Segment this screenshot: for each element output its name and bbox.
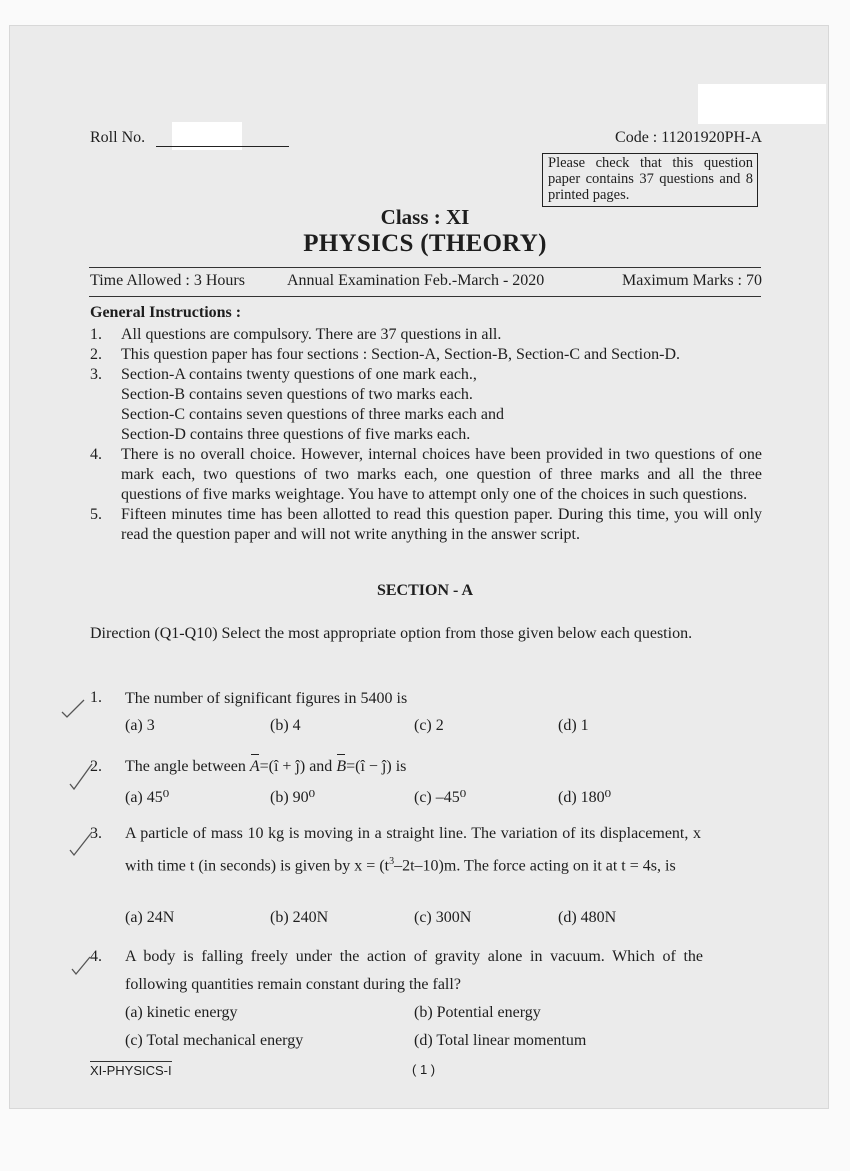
instruction-number: 4. [90,446,102,463]
question-3-text-end: –2t–10)m. The force acting on it at t = 4s, is [394,857,676,875]
subject-title: PHYSICS (THEORY) [303,230,547,257]
question-2-number: 2. [90,758,102,775]
exam-name: Annual Examination Feb.-March - 2020 [287,272,545,289]
instruction-item [90,445,762,505]
instruction-item [90,345,762,365]
question-2-text [125,753,703,781]
question-1-option-b: (b) 4 [270,717,301,734]
header-rule-top [89,267,761,268]
question-4-number: 4. [90,948,102,965]
question-2-option-a: (a) 45⁰ [125,789,170,806]
vector-b-expression: =(î − ĵ) [346,758,392,775]
roll-number-line [156,146,289,147]
vector-a-symbol: A [250,753,260,781]
instruction-number: 1. [90,326,102,343]
header-rule-bottom [89,296,761,297]
time-allowed: Time Allowed : 3 Hours [90,272,245,289]
roll-number-label: Roll No. [90,129,146,146]
section-direction: Direction (Q1-Q10) Select the most appropriate option from those given below each question. [90,625,693,642]
question-3-exponent: 3 [389,856,395,867]
question-2-text-start: The angle between [125,758,246,775]
question-1-option-c: (c) 2 [414,717,444,734]
question-4-option-c: (c) Total mechanical energy [125,1032,304,1049]
question-4-option-a: (a) kinetic energy [125,1004,238,1021]
question-3-option-a: (a) 24N [125,909,175,926]
question-1-text: The number of significant figures in 5400 is [125,690,408,707]
tick-mark-icon [68,830,94,858]
instruction-text: Section-D contains three questions of five marks each. [121,426,471,443]
vector-b-symbol: B [336,753,346,781]
question-1-option-d: (d) 1 [558,717,589,734]
question-3-number: 3. [90,825,102,842]
question-1-option-a: (a) 3 [125,717,155,734]
tick-mark-icon [70,955,92,977]
page-check-note: Please check that this question paper contains 37 questions and 8 printed pages. [542,153,758,207]
instruction-number: 2. [90,346,102,363]
question-3-option-d: (d) 480N [558,909,617,926]
question-2-text-end: is [395,758,407,775]
instruction-text: There is no overall choice. However, internal choices have been provided in two questions of one mark each, two questions of two marks each, one question of three marks and all the three questions of five marks weightage. You have to attempt only one of the choices in such questions. [121,446,762,503]
question-4-option-d: (d) Total linear momentum [414,1032,587,1049]
instruction-item [90,325,762,345]
instruction-number: 5. [90,506,102,523]
question-3-option-c: (c) 300N [414,909,472,926]
page-number: ( 1 ) [412,1062,436,1077]
instruction-item [90,365,762,445]
question-2-option-b: (b) 90⁰ [270,789,316,806]
instruction-number: 3. [90,366,102,383]
instruction-text: Section-B contains seven questions of two marks each. [121,386,473,403]
tick-mark-icon [68,762,94,792]
instructions-heading: General Instructions : [90,304,242,321]
question-3-text [125,820,701,880]
instruction-text: Section-A contains twenty questions of one mark each., [121,366,477,383]
instruction-text: This question paper has four sections : Section-A, Section-B, Section-C and Section-D. [121,346,681,363]
redaction-box-top-right [698,84,826,124]
question-4-text: A body is falling freely under the action of gravity alone in vacuum. Which of the following quantities remain constant during the fall? [125,948,703,993]
instruction-text: Fifteen minutes time has been allotted to read this question paper. During this time, you will only read the question paper and will not write anything in the answer script. [121,506,762,543]
question-3-option-b: (b) 240N [270,909,329,926]
class-title: Class : XI [380,205,470,229]
section-a-heading: SECTION - A [376,582,474,599]
maximum-marks: Maximum Marks : 70 [622,272,762,289]
paper-code: Code : 11201920PH-A [615,129,762,146]
tick-mark-icon [60,698,86,720]
question-2-option-d: (d) 180⁰ [558,789,612,806]
instruction-text: Section-C contains seven questions of three marks each and [121,406,504,423]
instructions-list [90,325,762,545]
instruction-item [90,505,762,545]
question-1-number: 1. [90,689,102,706]
footer-paper-id: XI-PHYSICS-I [90,1063,172,1078]
question-2-text-mid: and [309,758,333,775]
question-4-option-b: (b) Potential energy [414,1004,541,1021]
vector-a-expression: =(î + ĵ) [259,758,306,775]
instruction-text: All questions are compulsory. There are 37 questions in all. [121,326,502,343]
question-3-text-start: A particle of mass 10 kg is moving in a straight line. The variation of its displacement, x with time t (in seconds) is given by x = (t [125,825,701,875]
question-2-option-c: (c) –45⁰ [414,789,467,806]
